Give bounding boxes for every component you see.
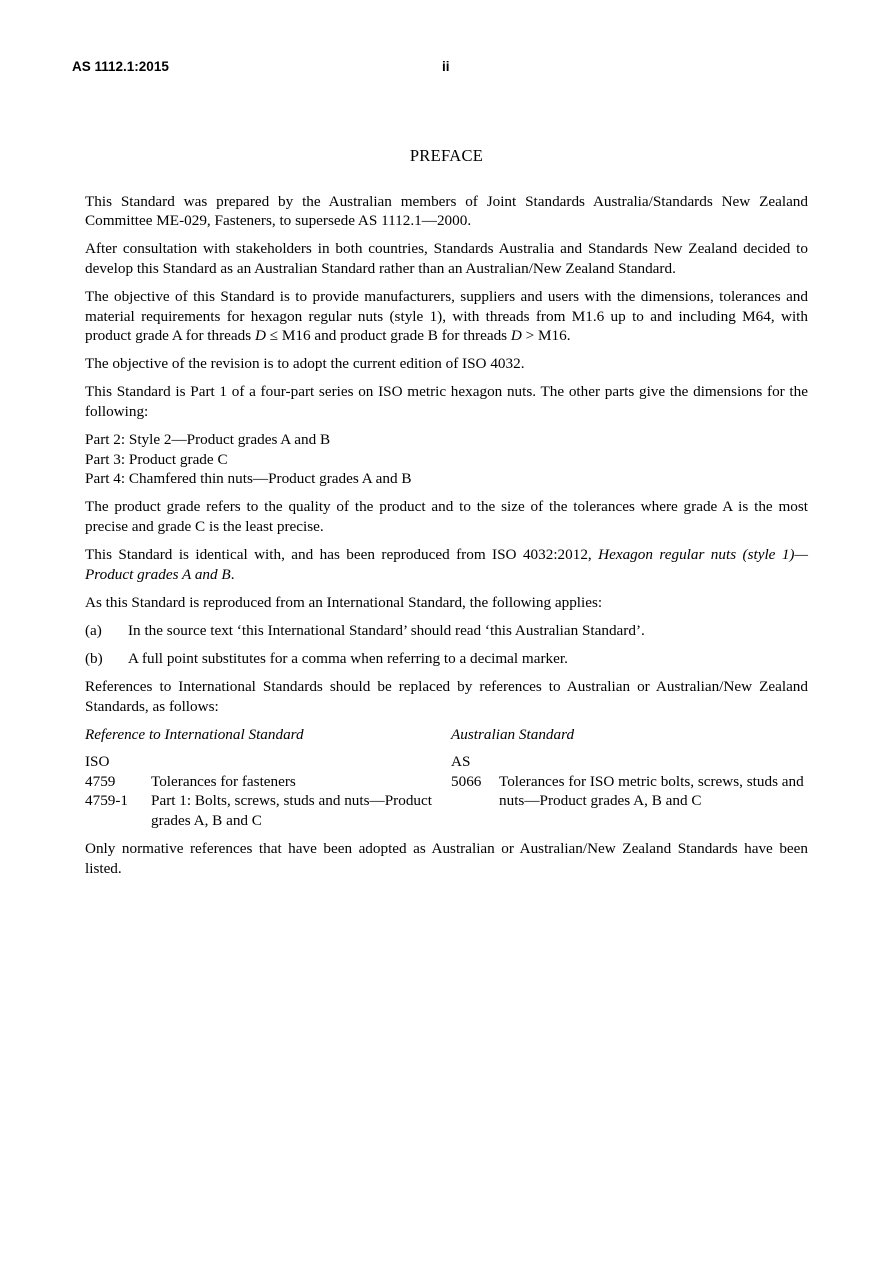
list-item-text: In the source text ‘this International Standard’ should read ‘this Australian Standard’. <box>128 621 645 639</box>
paragraph-objective-text-b: ≤ M16 and product grade B for threads <box>265 327 511 345</box>
iso-title: Tolerances for fasteners <box>151 772 296 790</box>
variable-d: D <box>254 327 266 345</box>
iso-number: 4759-1 <box>85 792 129 810</box>
paragraph-references-intro: References to International Standards should be replaced by references to Australian or Australian/New Zealand Standards, as follows: <box>85 677 808 715</box>
paragraph-identical-with <box>85 545 808 584</box>
list-item-label: (a) <box>85 621 102 639</box>
preface-content <box>85 146 808 887</box>
as-title: Tolerances for ISO metric bolts, screws, studs and nuts—Product grades A, B and C <box>499 772 804 810</box>
paragraph-series: This Standard is Part 1 of a four-part series on ISO metric hexagon nuts. The other parts give the dimensions for the following: <box>85 383 808 420</box>
paragraph-normative-references: Only normative references that have been adopted as Australian or Australian/New Zealand Standards have been listed. <box>85 840 808 877</box>
paragraph-objective-text-c: > M16. <box>521 327 571 345</box>
paragraph-identical-text-b: . <box>230 565 235 583</box>
paragraph-revision-objective: The objective of the revision is to adopt the current edition of ISO 4032. <box>85 355 525 373</box>
as-number <box>451 791 499 830</box>
iso-number: 4759 <box>85 772 116 790</box>
parts-list <box>85 430 808 489</box>
paragraph-objective-text-a: The objective of this Standard is to provide manufacturers, suppliers and users with the dimensions, tolerances and material requirements for hexagon regular nuts (style 1), with threads from M1.6 up to and including M64, with product grade A for threads <box>85 287 808 345</box>
table-header-row <box>85 725 808 753</box>
list-item-b <box>85 649 808 669</box>
list-item: Part 4: Chamfered thin nuts—Product grades A and B <box>85 470 412 488</box>
header-international: Reference to International Standard <box>85 725 304 743</box>
as-code-label: AS <box>451 753 471 771</box>
paragraph-product-grade: The product grade refers to the quality of the product and to the size of the tolerances where grade A is the most precise and grade C is the least precise. <box>85 498 808 535</box>
paragraph-identical-text-a: This Standard is identical with, and has been reproduced from ISO 4032:2012, <box>85 546 599 563</box>
as-number: 5066 <box>451 772 482 790</box>
table-row <box>85 772 808 792</box>
list-item-text: A full point substitutes for a comma when referring to a decimal marker. <box>128 649 568 667</box>
list-item: Part 3: Product grade C <box>85 450 228 468</box>
page-title: PREFACE <box>409 146 484 165</box>
list-item-label: (b) <box>85 649 103 667</box>
paragraph-objective <box>85 287 808 346</box>
list-item: Part 2: Style 2—Product grades A and B <box>85 431 331 449</box>
references-table <box>85 725 808 831</box>
paragraph-applies: As this Standard is reproduced from an International Standard, the following applies: <box>85 593 603 611</box>
list-item-a <box>85 621 808 641</box>
document-id: AS 1112.1:2015 <box>72 59 169 74</box>
page-header <box>0 59 892 79</box>
iso-title-italic: Hexagon regular nuts (style 1)—Product grades A and B <box>85 546 808 583</box>
header-australian: Australian Standard <box>451 725 575 743</box>
iso-code-label: ISO <box>85 753 110 771</box>
iso-title: Part 1: Bolts, screws, studs and nuts—Product grades A, B and C <box>151 792 432 830</box>
page-number: ii <box>442 59 450 74</box>
paragraph-consultation: After consultation with stakeholders in both countries, Standards Australia and Standards New Zealand decided to develop this Standard as an Australian Standard rather than an Australian/New Zealand Standard. <box>85 240 808 277</box>
paragraph-prepared-by: This Standard was prepared by the Australian members of Joint Standards Australia/Standards New Zealand Committee ME-029, Fasteners, to supersede AS 1112.1—2000. <box>85 192 808 230</box>
variable-d: D <box>510 327 522 345</box>
table-row <box>85 752 808 772</box>
